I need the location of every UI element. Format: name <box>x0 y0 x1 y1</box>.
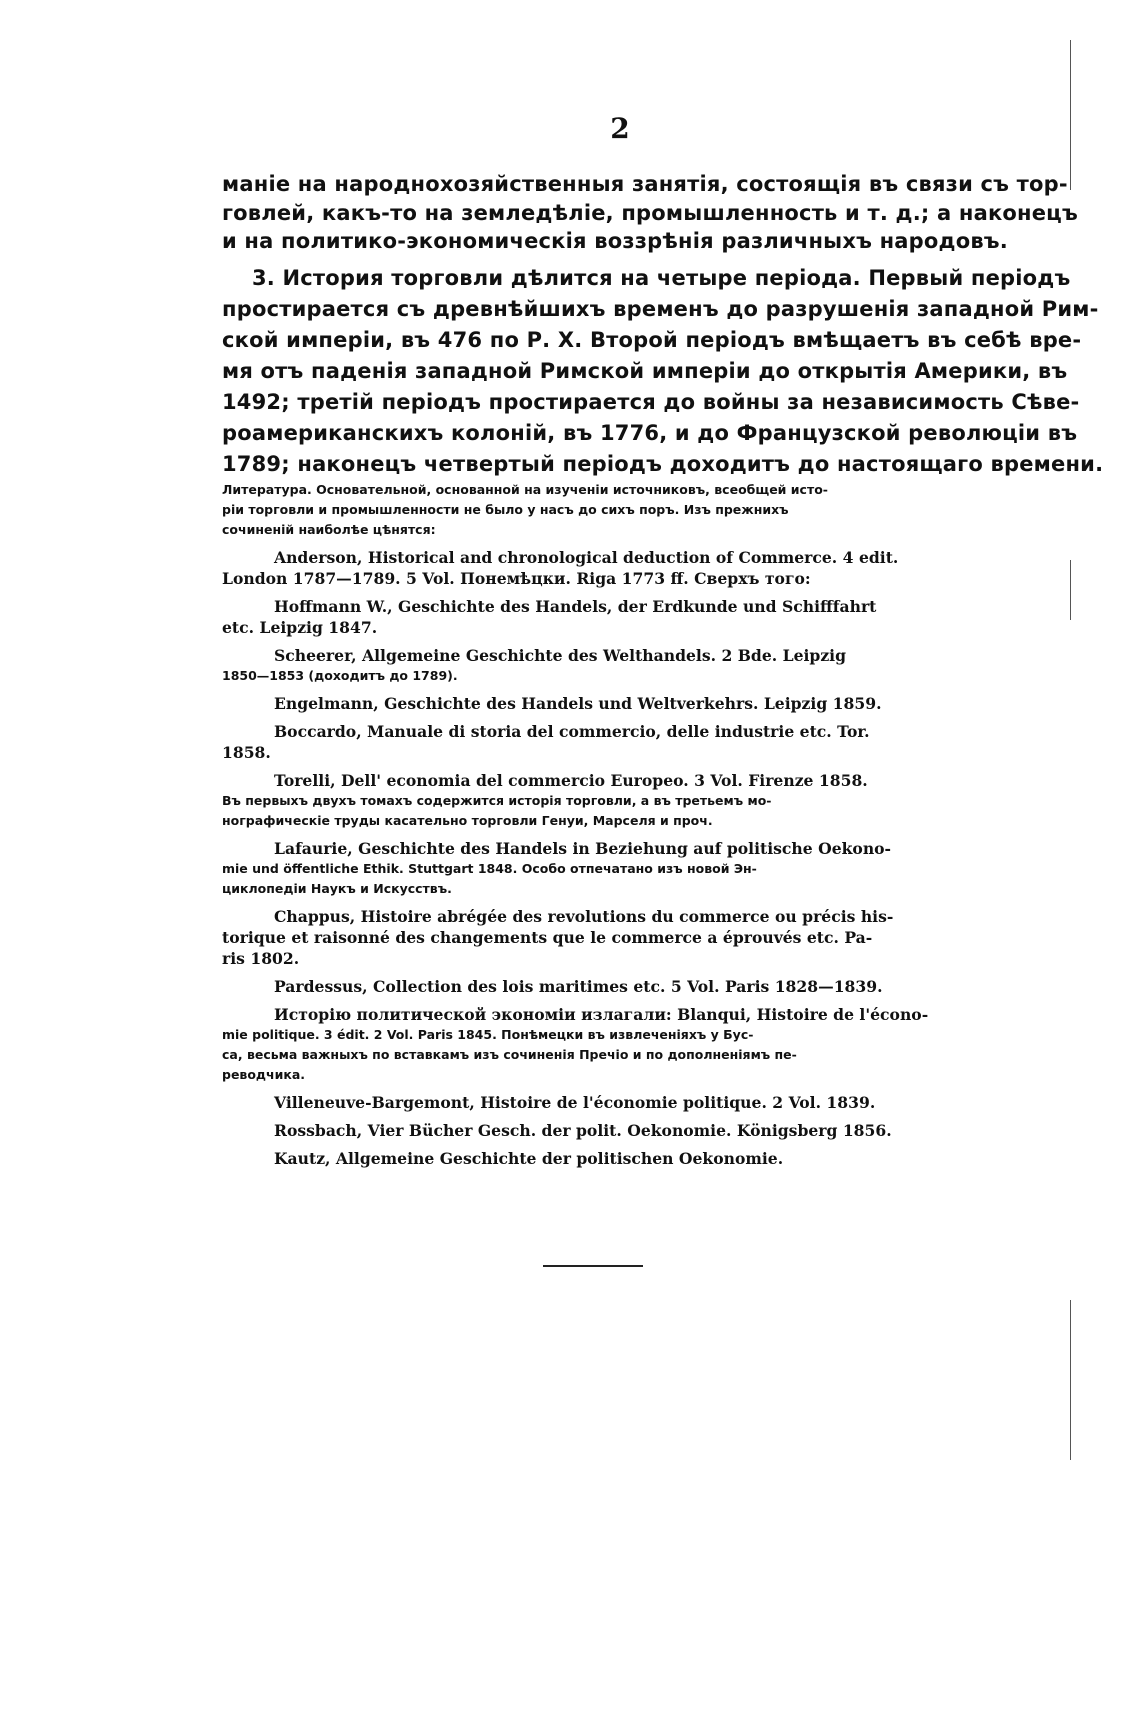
text-line: mie und öffentliche Ethik. Stuttgart 1848. Особо отпечатано изъ новой Эн- <box>222 861 757 876</box>
scan-margin-line <box>1070 1300 1071 1460</box>
section-rule <box>543 1265 643 1267</box>
text-line: циклопедіи Наукъ и Искусствъ. <box>222 881 452 896</box>
text-line: простирается съ древнѣйшихъ временъ до разрушенія западной Рим- <box>222 297 1099 321</box>
text-line: Литература. Основательной, основанной на изученіи источниковъ, всеобщей исто- <box>222 482 828 497</box>
scan-margin-line <box>1070 40 1071 190</box>
text-line: mie politique. 3 édit. 2 Vol. Paris 1845. Понѣмецки въ извлеченіяхъ у Бус- <box>222 1027 754 1042</box>
literature-entry <box>222 547 1010 589</box>
text-line: Boccardo, Manuale di storia del commercio, delle industrie etc. Tor. <box>274 722 870 741</box>
literature-entry <box>222 906 1010 969</box>
literature-entry <box>222 693 1010 714</box>
literature-intro <box>222 480 1010 540</box>
text-line: etc. Leipzig 1847. <box>222 618 378 637</box>
text-line: и на политико-экономическія воззрѣнія различныхъ народовъ. <box>222 229 1008 253</box>
text-line: Въ первыхъ двухъ томахъ содержится исторія торговли, а въ третьемъ мо- <box>222 793 772 808</box>
text-line: Engelmann, Geschichte des Handels und Weltverkehrs. Leipzig 1859. <box>274 694 882 713</box>
paragraph-section-3 <box>222 263 1104 480</box>
text-line: 3. История торговли дѣлится на четыре періода. Первый періодъ <box>252 266 1071 290</box>
text-line: ріи торговли и промышленности не было у насъ до сихъ поръ. Изъ прежнихъ <box>222 502 789 517</box>
text-line: Lafaurie, Geschichte des Handels in Beziehung auf politische Oekono- <box>274 839 892 858</box>
text-line: мя отъ паденія западной Римской имперіи до открытія Америки, въ <box>222 359 1068 383</box>
literature-entry <box>222 1148 1010 1169</box>
text-line: Torelli, Dell' economia del commercio Europeo. 3 Vol. Firenze 1858. <box>274 771 868 790</box>
text-line: torique et raisonné des changements que le commerce a éprouvés etc. Pa- <box>222 928 873 947</box>
paragraph-continuation <box>222 170 1078 256</box>
text-line: Hoffmann W., Geschichte des Handels, der Erdkunde und Schifffahrt <box>274 597 877 616</box>
text-line: Rossbach, Vier Bücher Gesch. der polit. Oekonomie. Königsberg 1856. <box>274 1121 892 1140</box>
text-line: Kautz, Allgemeine Geschichte der politischen Oekonomie. <box>274 1149 784 1168</box>
literature-section <box>222 480 1010 1176</box>
text-line: 1789; наконецъ четвертый періодъ доходитъ до настоящаго времени. <box>222 452 1104 476</box>
text-line: 1492; третій періодъ простирается до войны за независимость Сѣве- <box>222 390 1080 414</box>
text-line: сочиненій наиболѣе цѣнятся: <box>222 522 436 537</box>
literature-entry <box>222 1092 1010 1113</box>
text-line: ris 1802. <box>222 949 300 968</box>
text-line: Pardessus, Collection des lois maritimes etc. 5 Vol. Paris 1828—1839. <box>274 977 883 996</box>
text-line: роамериканскихъ колоній, въ 1776, и до Французской революціи въ <box>222 421 1078 445</box>
text-line: маніе на народнохозяйственныя занятія, состоящія въ связи съ тор- <box>222 172 1068 196</box>
text-line: 1850—1853 (доходитъ до 1789). <box>222 668 458 683</box>
text-line: Anderson, Historical and chronological deduction of Commerce. 4 edit. <box>274 548 899 567</box>
literature-entry <box>222 1004 1010 1085</box>
text-line: Исторію политической экономіи излагали: Blanqui, Histoire de l'écono- <box>274 1005 929 1024</box>
text-line: са, весьма важныхъ по вставкамъ изъ сочиненія Пречіо и по дополненіямъ пе- <box>222 1047 797 1062</box>
text-line: говлей, какъ-то на земледѣліе, промышленность и т. д.; а наконецъ <box>222 200 1078 225</box>
literature-entry <box>222 1120 1010 1141</box>
text-line: Villeneuve-Bargemont, Histoire de l'économie politique. 2 Vol. 1839. <box>274 1093 876 1112</box>
literature-entry <box>222 976 1010 997</box>
scan-margin-line <box>1070 560 1071 620</box>
literature-entry <box>222 770 1010 831</box>
text-line: London 1787—1789. 5 Vol. Понемѣцки. Riga 1773 ff. Сверхъ того: <box>222 569 811 588</box>
literature-entry <box>222 838 1010 899</box>
literature-entry <box>222 645 1010 686</box>
text-line: Scheerer, Allgemeine Geschichte des Welthandels. 2 Bde. Leipzig <box>274 646 846 665</box>
page-number: 2 <box>610 112 630 145</box>
text-line: Chappus, Histoire abrégée des revolutions du commerce ou précis his- <box>274 907 894 926</box>
text-line: 1858. <box>222 743 271 762</box>
text-line: ской имперіи, въ 476 по Р. Х. Второй періодъ вмѣщаетъ въ себѣ вре- <box>222 328 1082 352</box>
literature-list <box>222 547 1010 1169</box>
text-line: нографическіе труды касательно торговли Генуи, Марселя и проч. <box>222 813 713 828</box>
literature-entry <box>222 721 1010 763</box>
literature-entry <box>222 596 1010 638</box>
text-line: реводчика. <box>222 1067 306 1082</box>
